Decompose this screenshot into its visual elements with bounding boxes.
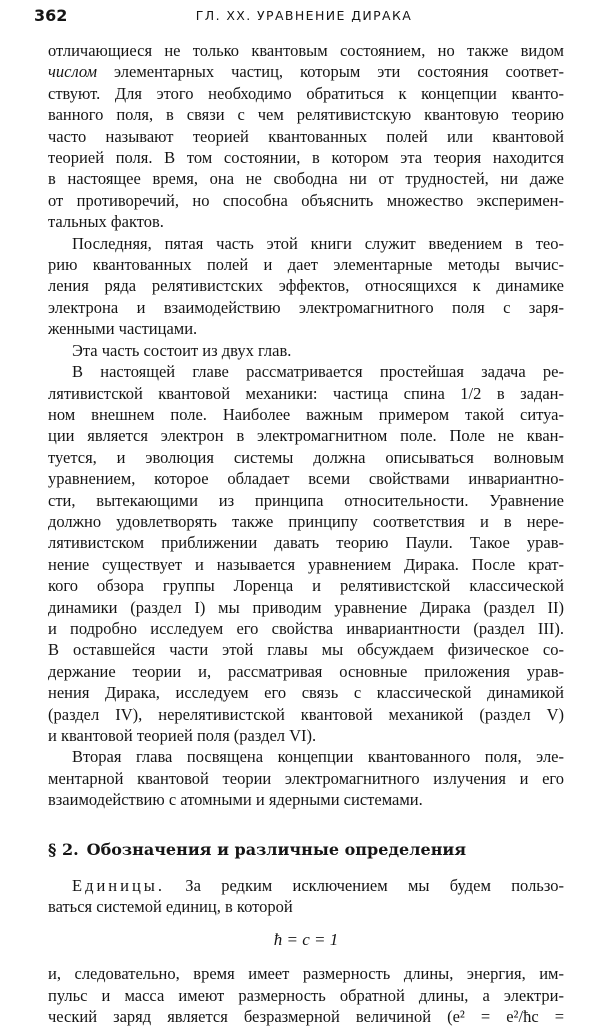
line-text: Эта часть состоит из двух глав. — [72, 340, 292, 360]
line-text: рию квантованных полей и дает элементарные методы вычис- — [48, 255, 564, 275]
line-text: от противоречий, но способна объяснить множество эксперимен- — [48, 190, 564, 210]
text-line — [48, 383, 564, 404]
paragraph-2 — [48, 233, 564, 340]
line-text: кого обзора группы Лоренца и релятивистской классической — [48, 576, 564, 596]
units-after-line-2: пульс и масса имеют размерность обратной длины, а электри- — [48, 985, 564, 1005]
text-line — [48, 297, 564, 318]
emphasis-text: числом — [48, 62, 97, 82]
text-line — [48, 340, 564, 361]
units-after-line-3: ческий заряд является безразмерной величиной (e² = e²/ħc = — [48, 1007, 564, 1027]
text-line — [48, 618, 564, 639]
line-text: держание теории и, рассматривая основные приложения урав- — [48, 661, 564, 681]
line-text: и подробно исследуем его свойства инвариантности (раздел III). — [48, 618, 564, 638]
line-text: лятивистском приближении давать теорию Паули. Такое урав- — [48, 533, 564, 553]
text-line — [48, 639, 564, 660]
line-text: теорией поля. В том состоянии, в котором эта теория находится — [48, 148, 564, 168]
text-line — [48, 61, 564, 82]
text-line — [48, 768, 564, 789]
line-text: ментарной квантовой теории электромагнитного излучения и его — [48, 768, 564, 788]
text-line — [48, 40, 564, 61]
line-text: нения Дирака, исследуем его связь с классической динамикой — [48, 683, 564, 703]
text-line — [48, 447, 564, 468]
text-line — [48, 83, 564, 104]
line-text: элементарных частиц, которым эти состояния соответ- — [97, 62, 564, 82]
line-text: ванного поля, в связи с чем релятивистскую квантовую теорию — [48, 105, 564, 125]
page-header — [34, 6, 574, 34]
section-number: § 2. — [48, 839, 79, 859]
text-line — [48, 661, 564, 682]
text-line — [48, 211, 564, 232]
line-text: туется, и эволюция системы должна описываться волновым — [48, 447, 564, 467]
line-text: отличающиеся не только квантовым состоянием, но также видом — [48, 41, 564, 60]
line-text: тальных фактов. — [48, 212, 164, 232]
line-text: В оставшейся части этой главы мы обсуждаем физическое со- — [48, 640, 564, 660]
text-line — [48, 554, 564, 575]
units-formula: ħ = c = 1 — [273, 930, 339, 950]
line-text: в настоящее время, она не свободна ни от трудностей, ни даже — [48, 169, 564, 189]
text-line — [48, 254, 564, 275]
text-line — [48, 682, 564, 703]
text-line — [48, 168, 564, 189]
line-text: динамики (раздел I) мы приводим уравнение Дирака (раздел II) — [48, 597, 564, 617]
units-term: Единицы. — [72, 875, 166, 895]
text-line — [48, 126, 564, 147]
line-text: (раздел IV), нерелятивистской квантовой механикой (раздел V) — [48, 704, 564, 724]
text-line — [48, 468, 564, 489]
line-text: лятивистской квантовой механики: частица спина 1/2 в задан- — [48, 383, 564, 403]
text-line — [48, 361, 564, 382]
line-text: электрона и взаимодействию электромагнитного поля с заря- — [48, 297, 564, 317]
paragraph-5 — [48, 746, 564, 810]
text-line — [48, 275, 564, 296]
text-line — [48, 597, 564, 618]
text-line — [48, 233, 564, 254]
line-text: часто называют теорией квантованных полей или квантовой — [48, 126, 564, 146]
text-line — [48, 147, 564, 168]
units-line-1 — [48, 875, 564, 896]
page-body — [48, 40, 564, 1028]
text-line — [48, 490, 564, 511]
running-head: ГЛ. XX. УРАВНЕНИЕ ДИРАКА — [195, 8, 413, 23]
text-line — [48, 789, 564, 810]
text-line — [48, 532, 564, 553]
paragraph-1 — [48, 40, 564, 233]
text-line — [48, 575, 564, 596]
line-text: В настоящей главе рассматривается простейшая задача ре- — [72, 362, 564, 382]
units-line-2: ваться системой единиц, в которой — [48, 897, 293, 917]
text-line — [48, 746, 564, 767]
line-text: и квантовой теорией поля (раздел VI). — [48, 726, 317, 745]
line-text: должно удовлетворять также принципу соответствия и в нере- — [48, 511, 564, 531]
line-text: сти, вытекающими из принципа относительности. Уравнение — [48, 490, 564, 510]
units-line-1-text: За редким исключением мы будем пользо- — [165, 875, 564, 895]
section-title: Обозначения и различные определения — [86, 839, 467, 859]
text-line — [48, 425, 564, 446]
line-text: ления ряда релятивистских эффектов, относящихся к динамике — [48, 276, 564, 296]
line-text: нение существует и называется уравнением Дирака. После крат- — [48, 554, 564, 574]
line-text: взаимодействию с атомными и ядерными системами. — [48, 790, 423, 810]
text-line — [48, 704, 564, 725]
line-text: женными частицами. — [48, 319, 198, 339]
text-line — [48, 318, 564, 339]
line-text: Вторая глава посвящена концепции квантованного поля, эле- — [72, 747, 564, 767]
line-text: Последняя, пятая часть этой книги служит введением в тео- — [72, 233, 564, 253]
line-text: ном внешнем поле. Наиболее важным примером такой ситуа- — [48, 404, 564, 424]
line-text: ции является электрон в электромагнитном поле. Поле не кван- — [48, 426, 564, 446]
units-after-line-1: и, следовательно, время имеет размерность длины, энергия, им- — [48, 964, 564, 984]
line-text: уравнением, которое обладает всеми свойствами инвариантно- — [48, 469, 564, 489]
line-text: ствуют. Для этого необходимо обратиться к концепции кванто- — [48, 83, 564, 103]
text-line — [48, 725, 564, 746]
text-line — [48, 404, 564, 425]
text-line — [48, 104, 564, 125]
section-heading — [48, 839, 564, 861]
paragraph-4 — [48, 361, 564, 746]
text-line — [48, 511, 564, 532]
page-number: 362 — [34, 6, 68, 25]
text-line — [48, 190, 564, 211]
paragraph-3 — [48, 340, 564, 361]
units-paragraph — [48, 875, 564, 1028]
